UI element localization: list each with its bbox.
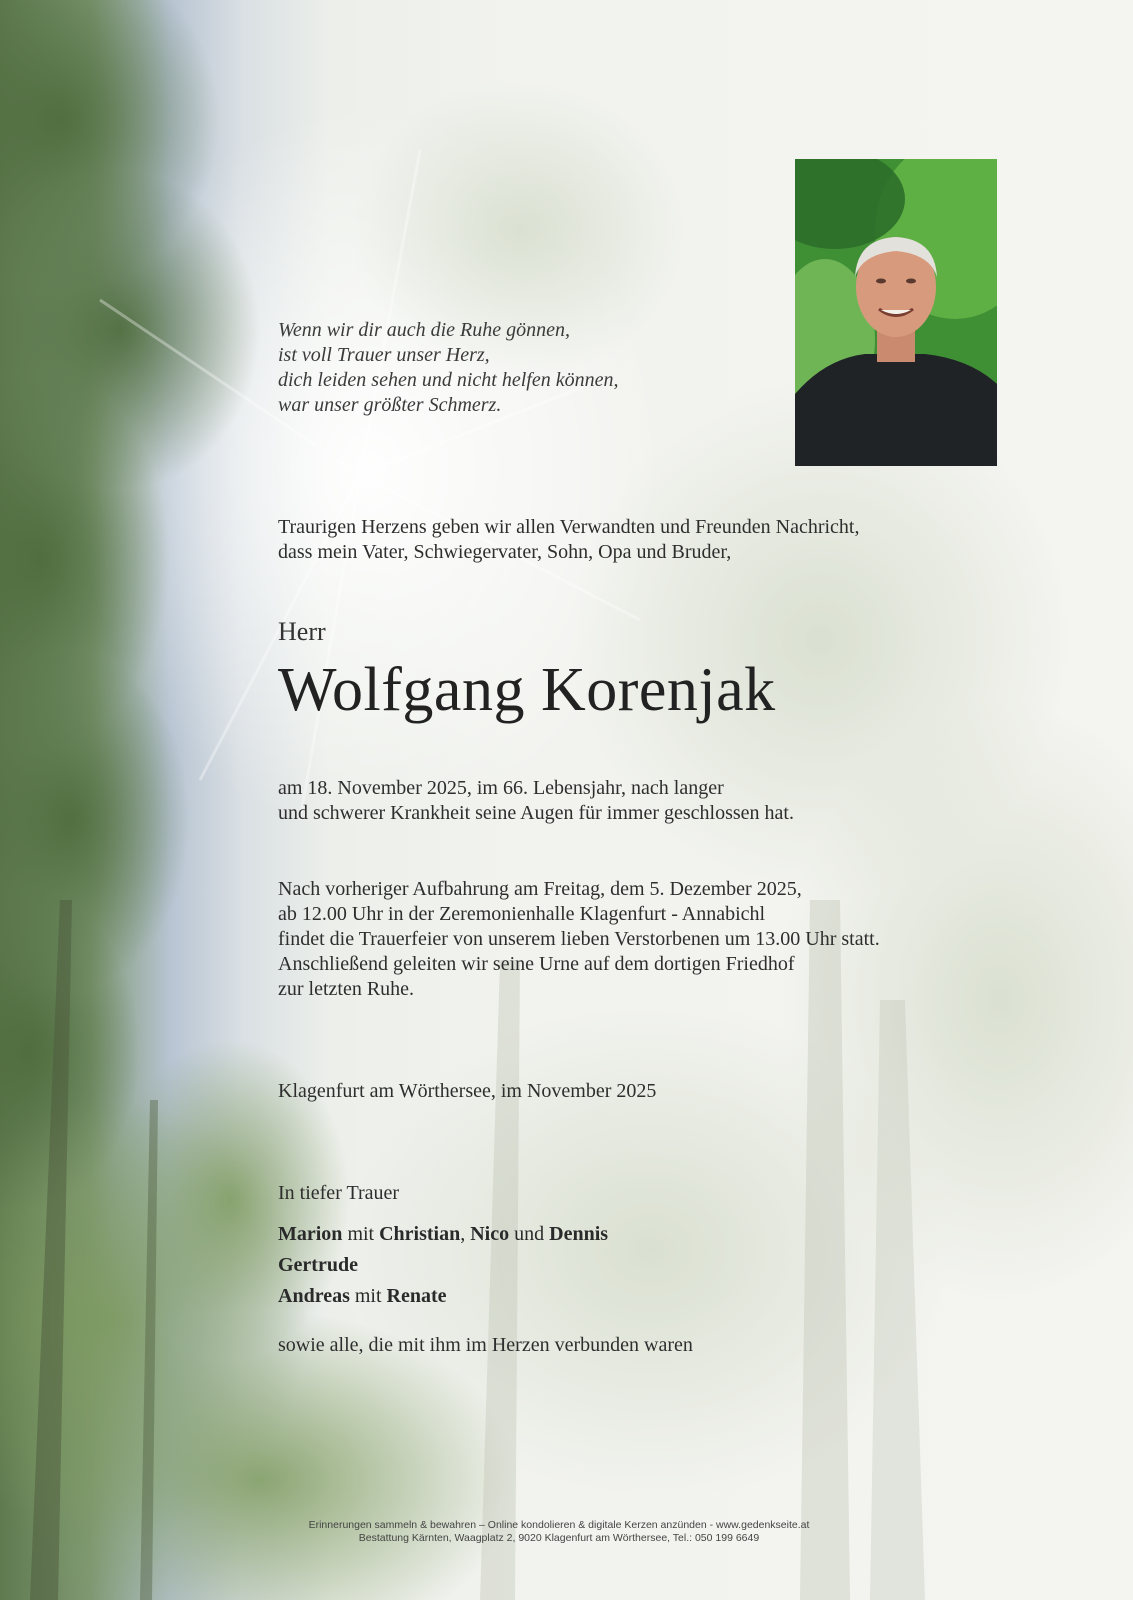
poem-line: Wenn wir dir auch die Ruhe gönnen, bbox=[278, 319, 571, 341]
ceremony-line: ab 12.00 Uhr in der Zeremonienhalle Klagenfurt - Annabichl bbox=[278, 903, 766, 925]
intro-line: dass mein Vater, Schwiegervater, Sohn, Opa und Bruder, bbox=[278, 541, 732, 563]
place-and-date: Klagenfurt am Wörthersee, im November 2025 bbox=[278, 1080, 657, 1102]
ceremony-line: zur letzten Ruhe. bbox=[278, 978, 415, 1000]
mourner-row bbox=[278, 1250, 608, 1281]
announcement-intro bbox=[278, 515, 859, 565]
mourner-name: Renate bbox=[386, 1285, 447, 1307]
mourner-row bbox=[278, 1281, 608, 1312]
mourner-name: Marion bbox=[278, 1223, 343, 1245]
portrait-illustration bbox=[795, 159, 997, 466]
death-notice-line: und schwerer Krankheit seine Augen für immer geschlossen hat. bbox=[278, 802, 794, 824]
mourner-separator: und bbox=[509, 1223, 550, 1245]
intro-line: Traurigen Herzens geben wir allen Verwandten und Freunden Nachricht, bbox=[278, 516, 860, 538]
mourning-intro: In tiefer Trauer bbox=[278, 1182, 400, 1204]
ceremony-line: Nach vorheriger Aufbahrung am Freitag, dem 5. Dezember 2025, bbox=[278, 878, 802, 900]
death-notice bbox=[278, 776, 794, 826]
poem-line: ist voll Trauer unser Herz, bbox=[278, 344, 490, 366]
poem-line: dich leiden sehen und nicht helfen können, bbox=[278, 369, 619, 391]
mourner-name: Nico bbox=[470, 1223, 510, 1245]
deceased-name: Wolfgang Korenjak bbox=[278, 656, 776, 724]
mourners-list bbox=[278, 1219, 608, 1312]
mourner-name: Dennis bbox=[549, 1223, 609, 1245]
salutation: Herr bbox=[278, 617, 326, 646]
footer bbox=[0, 1519, 1118, 1545]
ceremony-line: findet die Trauerfeier von unserem lieben Verstorbenen um 13.00 Uhr statt. bbox=[278, 928, 880, 950]
ceremony-line: Anschließend geleiten wir seine Urne auf dem dortigen Friedhof bbox=[278, 953, 795, 975]
ceremony-details bbox=[278, 877, 880, 1002]
closing-line: sowie alle, die mit ihm im Herzen verbunden waren bbox=[278, 1334, 693, 1356]
mourner-name: Christian bbox=[379, 1223, 461, 1245]
footer-line: Erinnerungen sammeln & bewahren – Online kondolieren & digitale Kerzen anzünden - www.gedenkseite.at bbox=[308, 1519, 810, 1531]
mourner-row bbox=[278, 1219, 608, 1250]
death-notice-line: am 18. November 2025, im 66. Lebensjahr, nach langer bbox=[278, 777, 724, 799]
mourner-name: Gertrude bbox=[278, 1254, 358, 1276]
poem-line: war unser größter Schmerz. bbox=[278, 394, 502, 416]
memorial-poem bbox=[278, 318, 618, 418]
portrait-photo bbox=[795, 159, 997, 466]
mourner-separator: mit bbox=[349, 1285, 387, 1307]
mourner-separator: , bbox=[460, 1223, 471, 1245]
footer-line: Bestattung Kärnten, Waagplatz 2, 9020 Klagenfurt am Wörthersee, Tel.: 050 199 6649 bbox=[358, 1532, 760, 1544]
mourner-name: Andreas bbox=[278, 1285, 350, 1307]
mourner-separator: mit bbox=[342, 1223, 380, 1245]
